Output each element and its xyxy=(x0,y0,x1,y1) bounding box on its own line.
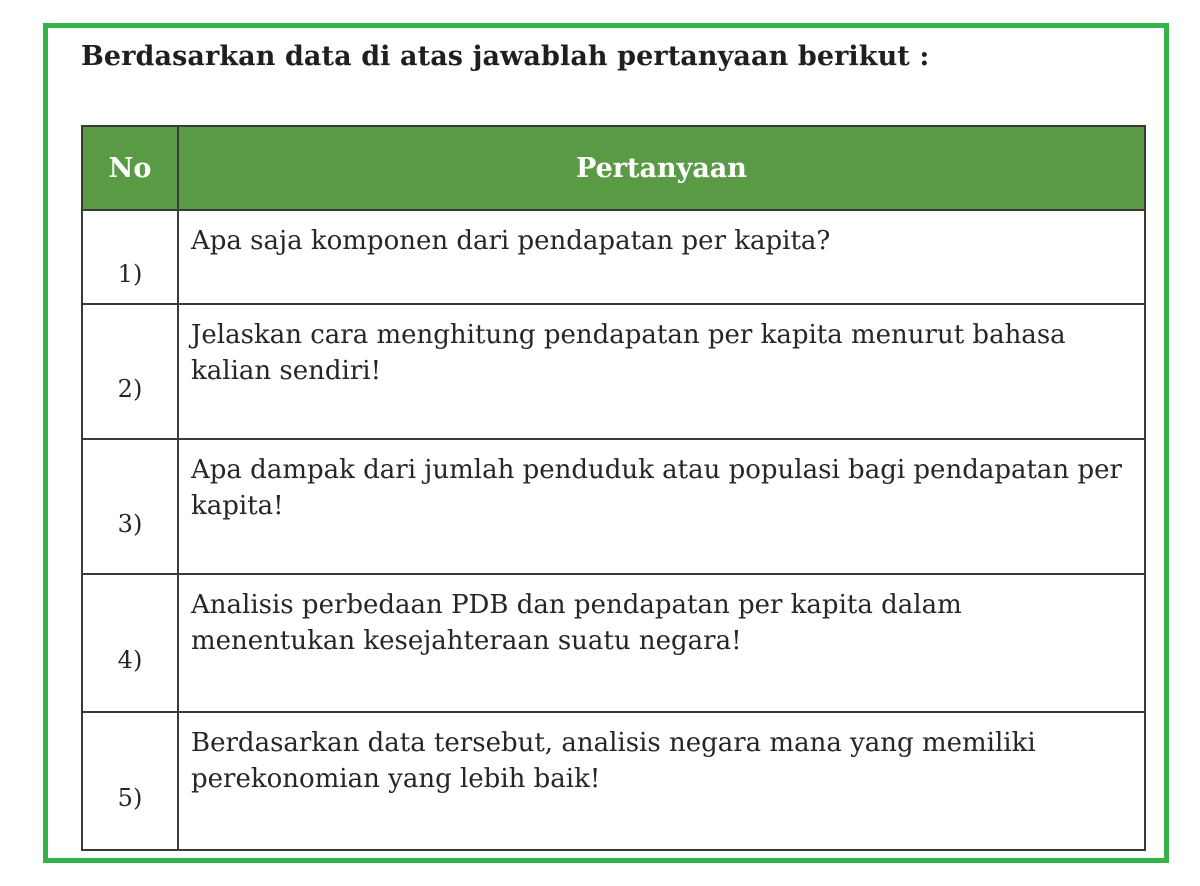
questions-table xyxy=(81,125,1146,851)
column-header-question: Pertanyaan xyxy=(178,126,1145,210)
question-text: Berdasarkan data tersebut, analisis negara mana yang memiliki perekonomian yang lebih baik! xyxy=(178,712,1145,850)
question-number: 4) xyxy=(82,574,178,712)
question-number: 2) xyxy=(82,304,178,439)
column-header-no: No xyxy=(82,126,178,210)
question-text: Apa dampak dari jumlah penduduk atau populasi bagi pendapatan per kapita! xyxy=(178,439,1145,574)
table-row xyxy=(82,210,1145,304)
table-header-row xyxy=(82,126,1145,210)
table-row xyxy=(82,304,1145,439)
question-text: Analisis perbedaan PDB dan pendapatan per kapita dalam menentukan kesejahteraan suatu negara! xyxy=(178,574,1145,712)
question-number: 5) xyxy=(82,712,178,850)
table-row xyxy=(82,712,1145,850)
question-text: Jelaskan cara menghitung pendapatan per kapita menurut bahasa kalian sendiri! xyxy=(178,304,1145,439)
question-number: 3) xyxy=(82,439,178,574)
instruction-heading: Berdasarkan data di atas jawablah pertanyaan berikut : xyxy=(81,41,930,72)
question-number: 1) xyxy=(82,210,178,304)
document-frame xyxy=(43,23,1169,863)
question-text: Apa saja komponen dari pendapatan per kapita? xyxy=(178,210,1145,304)
table-row xyxy=(82,574,1145,712)
table-row xyxy=(82,439,1145,574)
